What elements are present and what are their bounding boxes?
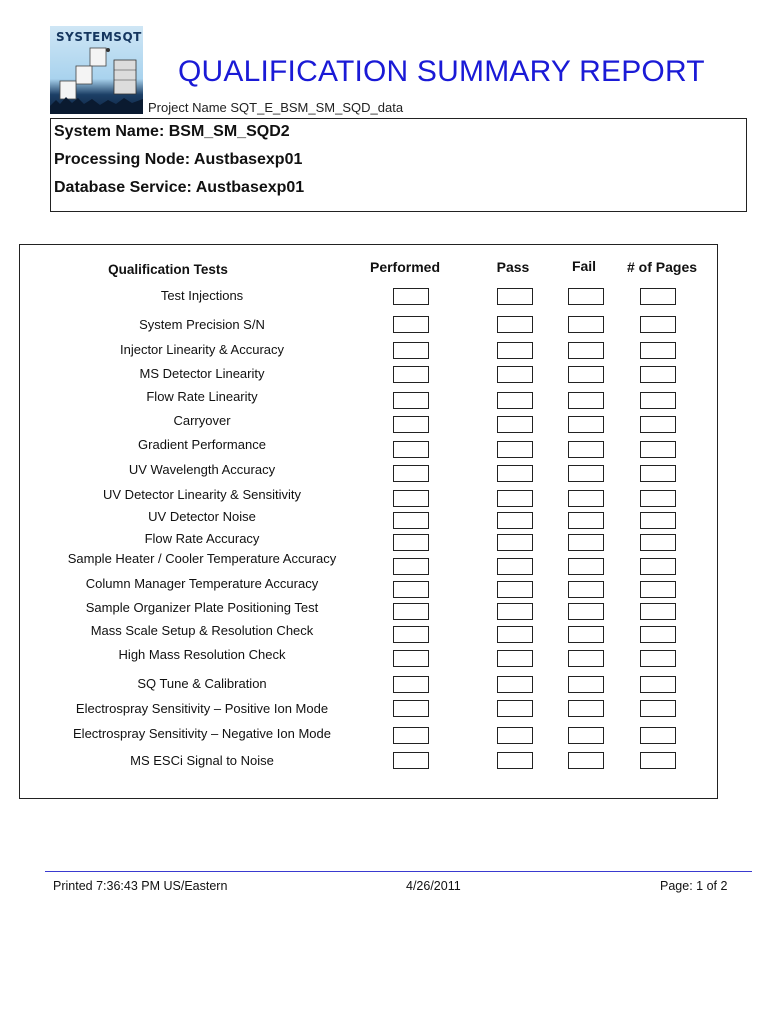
performed-box[interactable] [393, 366, 429, 383]
pages-box[interactable] [640, 650, 676, 667]
performed-box[interactable] [393, 316, 429, 333]
pass-box[interactable] [497, 465, 533, 482]
fail-box[interactable] [568, 392, 604, 409]
pass-box[interactable] [497, 676, 533, 693]
pages-box[interactable] [640, 342, 676, 359]
pages-box[interactable] [640, 416, 676, 433]
fail-box[interactable] [568, 342, 604, 359]
fail-box[interactable] [568, 465, 604, 482]
test-label-gradient-performance: Gradient Performance [138, 437, 266, 452]
performed-box[interactable] [393, 558, 429, 575]
performed-box[interactable] [393, 534, 429, 551]
performed-box[interactable] [393, 490, 429, 507]
pages-box[interactable] [640, 465, 676, 482]
fail-box[interactable] [568, 700, 604, 717]
fail-box[interactable] [568, 490, 604, 507]
qualification-tests-table [19, 244, 718, 799]
pages-box[interactable] [640, 626, 676, 643]
pages-box[interactable] [640, 676, 676, 693]
test-label-uv-detector-noise: UV Detector Noise [148, 509, 256, 524]
pass-box[interactable] [497, 441, 533, 458]
header-performed: Performed [369, 259, 441, 275]
test-label-electrospray-sensitivity-negative-ion-mode: Electrospray Sensitivity – Negative Ion Mode [73, 726, 331, 741]
test-label-test-injections: Test Injections [160, 288, 244, 303]
fail-box[interactable] [568, 316, 604, 333]
fail-box[interactable] [568, 727, 604, 744]
footer-printed: Printed 7:36:43 PM US/Eastern [53, 879, 228, 893]
test-label-injector-linearity-accuracy: Injector Linearity & Accuracy [119, 342, 285, 357]
performed-box[interactable] [393, 700, 429, 717]
test-label-carryover: Carryover [173, 413, 231, 428]
footer-page: Page: 1 of 2 [660, 879, 728, 893]
report-title: QUALIFICATION SUMMARY REPORT [178, 55, 705, 88]
fail-box[interactable] [568, 288, 604, 305]
test-label-uv-detector-linearity-sensitivity: UV Detector Linearity & Sensitivity [103, 487, 301, 502]
fail-box[interactable] [568, 534, 604, 551]
performed-box[interactable] [393, 465, 429, 482]
test-label-sq-tune-calibration: SQ Tune & Calibration [137, 676, 267, 691]
performed-box[interactable] [393, 512, 429, 529]
performed-box[interactable] [393, 288, 429, 305]
header-qualification-tests: Qualification Tests [108, 262, 228, 277]
test-label-system-precision-s-n: System Precision S/N [139, 317, 265, 332]
database-service: Database Service: Austbasexp01 [54, 179, 305, 196]
pass-box[interactable] [497, 700, 533, 717]
fail-box[interactable] [568, 603, 604, 620]
pass-box[interactable] [497, 603, 533, 620]
test-label-flow-rate-accuracy: Flow Rate Accuracy [144, 531, 260, 546]
fail-box[interactable] [568, 441, 604, 458]
pages-box[interactable] [640, 490, 676, 507]
fail-box[interactable] [568, 676, 604, 693]
fail-box[interactable] [568, 416, 604, 433]
pages-box[interactable] [640, 366, 676, 383]
project-name: Project Name SQT_E_BSM_SM_SQD_data [148, 100, 404, 115]
test-label-high-mass-resolution-check: High Mass Resolution Check [118, 647, 286, 662]
test-label-mass-scale-setup-resolution-check: Mass Scale Setup & Resolution Check [90, 623, 314, 638]
pages-box[interactable] [640, 288, 676, 305]
pages-box[interactable] [640, 603, 676, 620]
fail-box[interactable] [568, 581, 604, 598]
pass-box[interactable] [497, 752, 533, 769]
pass-box[interactable] [497, 316, 533, 333]
fail-box[interactable] [568, 752, 604, 769]
pages-box[interactable] [640, 752, 676, 769]
pages-box[interactable] [640, 727, 676, 744]
performed-box[interactable] [393, 392, 429, 409]
pass-box[interactable] [497, 490, 533, 507]
test-label-column-manager-temperature-accuracy: Column Manager Temperature Accuracy [85, 576, 319, 591]
systemsqt-logo [50, 26, 143, 114]
pages-box[interactable] [640, 581, 676, 598]
pass-box[interactable] [497, 727, 533, 744]
header-pass: Pass [496, 259, 530, 275]
pages-box[interactable] [640, 558, 676, 575]
pass-box[interactable] [497, 288, 533, 305]
fail-box[interactable] [568, 650, 604, 667]
fail-box[interactable] [568, 366, 604, 383]
fail-box[interactable] [568, 626, 604, 643]
pages-box[interactable] [640, 512, 676, 529]
fail-box[interactable] [568, 512, 604, 529]
pages-box[interactable] [640, 392, 676, 409]
header-pages: # of Pages [626, 259, 698, 275]
test-label-sample-organizer-plate-positioning-test: Sample Organizer Plate Positioning Test [85, 600, 319, 615]
pass-box[interactable] [497, 558, 533, 575]
fail-box[interactable] [568, 558, 604, 575]
test-label-flow-rate-linearity: Flow Rate Linearity [146, 389, 258, 404]
logo-text: SYSTEMSQT [56, 30, 142, 44]
test-label-sample-heater-cooler-temperature-accuracy: Sample Heater / Cooler Temperature Accuracy [67, 551, 337, 566]
processing-node: Processing Node: Austbasexp01 [54, 151, 303, 168]
performed-box[interactable] [393, 416, 429, 433]
pass-box[interactable] [497, 512, 533, 529]
performed-box[interactable] [393, 342, 429, 359]
pages-box[interactable] [640, 700, 676, 717]
performed-box[interactable] [393, 650, 429, 667]
pass-box[interactable] [497, 342, 533, 359]
test-label-uv-wavelength-accuracy: UV Wavelength Accuracy [128, 462, 276, 477]
performed-box[interactable] [393, 626, 429, 643]
system-info-box [50, 118, 747, 212]
performed-box[interactable] [393, 603, 429, 620]
pass-box[interactable] [497, 650, 533, 667]
header-fail: Fail [571, 258, 597, 274]
footer-divider [45, 871, 752, 872]
performed-box[interactable] [393, 676, 429, 693]
performed-box[interactable] [393, 441, 429, 458]
pass-box[interactable] [497, 581, 533, 598]
pages-box[interactable] [640, 316, 676, 333]
pass-box[interactable] [497, 392, 533, 409]
pass-box[interactable] [497, 534, 533, 551]
performed-box[interactable] [393, 752, 429, 769]
test-label-ms-esci-signal-to-noise: MS ESCi Signal to Noise [130, 753, 274, 768]
pass-box[interactable] [497, 626, 533, 643]
footer-date: 4/26/2011 [406, 879, 461, 893]
performed-box[interactable] [393, 581, 429, 598]
pages-box[interactable] [640, 534, 676, 551]
performed-box[interactable] [393, 727, 429, 744]
system-name: System Name: BSM_SM_SQD2 [54, 123, 290, 140]
pass-box[interactable] [497, 416, 533, 433]
pass-box[interactable] [497, 366, 533, 383]
test-label-ms-detector-linearity: MS Detector Linearity [139, 366, 265, 381]
pages-box[interactable] [640, 441, 676, 458]
test-label-electrospray-sensitivity-positive-ion-mode: Electrospray Sensitivity – Positive Ion Mode [75, 701, 329, 716]
